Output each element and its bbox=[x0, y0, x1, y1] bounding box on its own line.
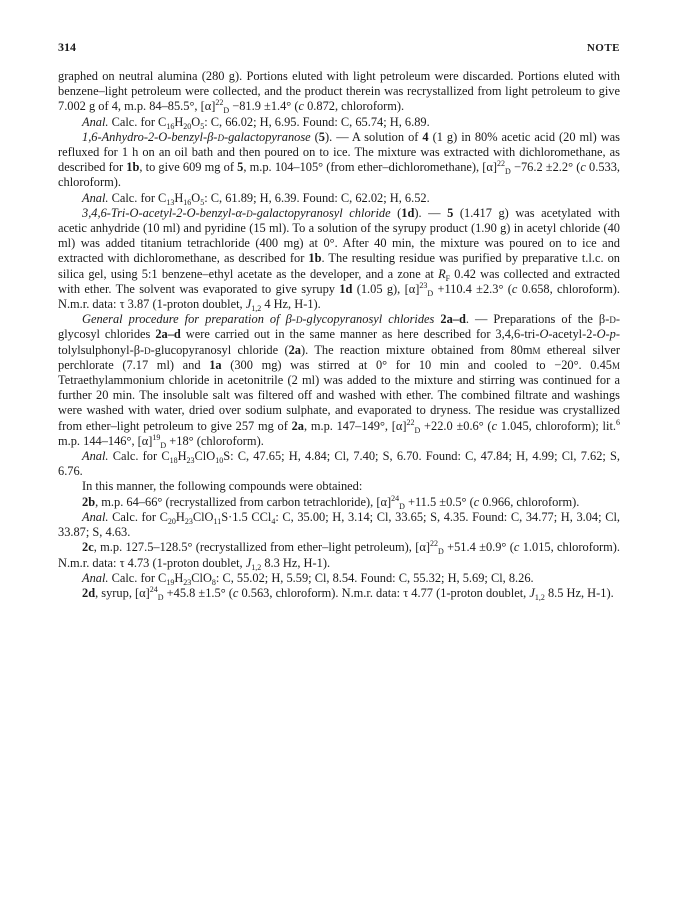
paragraph: General procedure for preparation of β-d-glycopyranosyl chlorides 2a–d. — Preparations of the β-d-glycosyl chlorides 2a–d were carried out in the same manner as here described for 3,4,6-tri-O-acetyl-2-O-p-tolylsulphonyl-β-d-glucopyranosyl chloride (2a). The reaction mixture obtained from 80mm ethereal silver perchlorate (7.17 ml) and 1a (300 mg) was stirred at 0° for 10 min and cooled to −20°. 0.45m Tetraethylammonium chloride in acetonitrile (2 ml) was added to the mixture and stirring was continued for a further 20 min. The insoluble salt was filtered off and washed with ether. The combined filtrate and washings were washed with water, dried over sodium sulphate, and evaporated to dryness. The residue was crystallized from ether–light petroleum to give 257 mg of 2a, m.p. 147–149°, $[\alpha]^{22}_D +22.0 \pm 0.6^\circ$ (c 1.045, chloroform); lit.$^6$ m.p. 144–146°, $[\alpha]^{19}_D +18^\circ$ (chloroform). bbox=[58, 312, 621, 450]
running-head bbox=[58, 40, 620, 55]
paragraph: graphed on neutral alumina (280 g). Portions eluted with light petroleum were discarded. Portions eluted with benzene–light petroleum were collected, and the product therein was recrystallized from light petroleum to give 7.002 g of 4, m.p. 84–85.5°, $[\alpha]^{22}_D -81.9 \pm 1.4^\circ$ (c 0.872, chloroform). bbox=[58, 69, 620, 116]
page-number: 314 bbox=[58, 40, 76, 54]
paragraph: 2d, syrup, $[\alpha]^{24}_D +45.8 \pm 1.5^\circ$ (c 0.563, chloroform). N.m.r. data: τ 4.77 (1-proton doublet, $J_{1,2}$ 8.5 Hz, H-1). bbox=[82, 584, 614, 602]
paragraph: Anal. Calc. for $C_{16}H_{20}O_5$: C, 66.02; H, 6.95. Found: C, 65.74; H, 6.89. bbox=[82, 114, 430, 131]
paragraph: Anal. Calc. for $C_{13}H_{16}O_5$: C, 61.89; H, 6.39. Found: C, 62.02; H, 6.52. bbox=[82, 190, 430, 207]
paragraph: Anal. Calc. for $C_{20}H_{23}ClO_{11}S\cdot 1.5$ CCl$_4$: C, 35.00; H, 3.14; Cl, 33.65; S, 4.35. Found: C, 34.77; H, 3.04; Cl, 33.87; S, 4.63. bbox=[58, 509, 621, 540]
article-body bbox=[58, 69, 620, 601]
paragraph: Anal. Calc. for $C_{19}H_{23}ClO_8$: C, 55.02; H, 5.59; Cl, 8.54. Found: C, 55.32; H, 5.69; Cl, 8.26. bbox=[82, 570, 534, 587]
paragraph: In this manner, the following compounds were obtained: bbox=[82, 479, 363, 494]
section-label: NOTE bbox=[586, 42, 620, 54]
paragraph: 2b, m.p. 64–66° (recrystallized from carbon tetrachloride), $[\alpha]^{24}_D +11.5 \pm 0.5^\circ$ (c 0.966, chloroform). bbox=[82, 493, 580, 511]
paragraph: 1,6-Anhydro-2-O-benzyl-β-d-galactopyranose (5). — A solution of 4 (1 g) in 80% acetic acid (20 ml) was refluxed for 1 h on an oil bath and then poured on to ice. The mixture was extracted with dichloromethane, as described for 1b, to give 609 mg of 5, m.p. 104–105° (from ether–dichloromethane), $[\alpha]^{22}_D -76.2 \pm 2.2^\circ$ (c 0.533, chloroform). bbox=[58, 129, 621, 190]
paragraph: 2c, m.p. 127.5–128.5° (recrystallized from ether–light petroleum), $[\alpha]^{22}_D +51.4 \pm 0.9^\circ$ (c 1.015, chloroform). N.m.r. data: τ 4.73 (1-proton doublet, $J_{1,2}$ 8.3 Hz, H-1). bbox=[58, 539, 621, 572]
paragraph: Anal. Calc. for $C_{18}H_{23}ClO_{10}S$: C, 47.65; H, 4.84; Cl, 7.40; S, 6.70. Found: C, 47.84; H, 4.99; Cl, 7.62; S, 6.76. bbox=[58, 449, 621, 479]
paragraph: 3,4,6-Tri-O-acetyl-2-O-benzyl-α-d-galactopyranosyl chloride (1d). — 5 (1.417 g) was acetylated with acetic anhydride (10 ml) and pyridine (15 ml). To a solution of the syrupy product (1.90 g) in acetyl chloride (40 ml) was added titanium tetrachloride (400 mg) at 0°. After 40 min, the mixture was poured on to ice and extracted with dichloromethane, as described for 1b. The resulting residue was purified by preparative t.l.c. on silica gel, using 5:1 benzene–ethyl acetate as the developer, and a zone at $R_F$ 0.42 was collected and extracted with ether. The solvent was evaporated to give syrupy 1d (1.05 g), $[\alpha]^{23}_D +110.4 \pm 2.3^\circ$ (c 0.658, chloroform). N.m.r. data: τ 3.87 (1-proton doublet, $J_{1,2}$ 4 Hz, H-1). bbox=[58, 205, 621, 314]
